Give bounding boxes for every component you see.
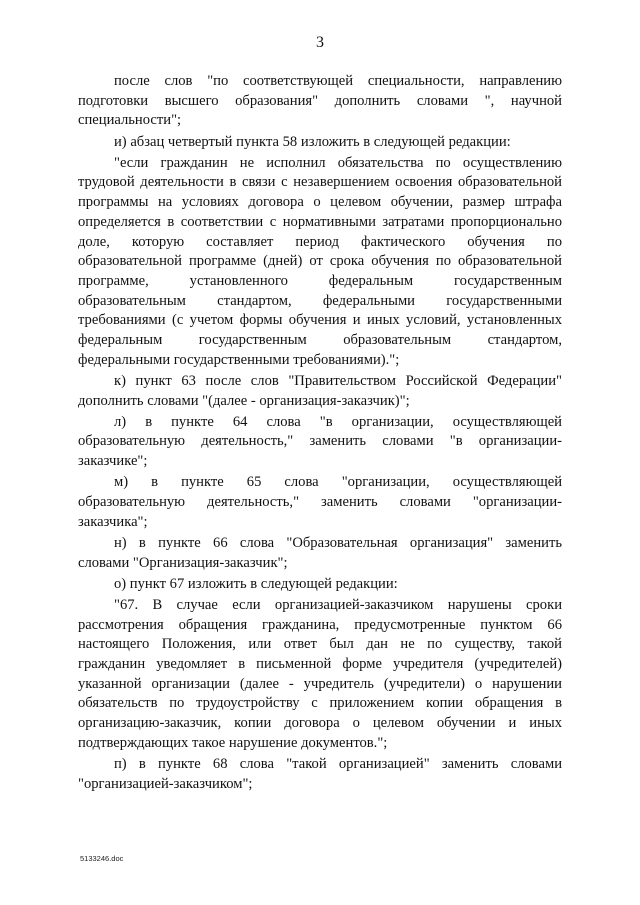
text-line: определяется в соответствии с нормативными затратами пропорционально	[78, 213, 562, 230]
text-line: рассмотрения обращения гражданина, предусмотренные пунктом 66	[78, 616, 562, 633]
text-line: словами "Организация-заказчик";	[78, 554, 288, 571]
paragraph-item-o	[78, 575, 562, 595]
document-file-name: 5133246.doc	[80, 854, 124, 863]
paragraph-item-k	[78, 372, 562, 411]
text-line: и) абзац четвертый пункта 58 изложить в следующей редакции:	[114, 133, 511, 150]
paragraph-after-words	[78, 72, 562, 131]
text-line: трудовой деятельности в связи с незавершением освоения образовательной	[78, 174, 562, 191]
text-line: требованиями (с учетом формы обучения и иных условий, установленных	[78, 312, 562, 329]
text-line: "организацией-заказчиком";	[78, 775, 253, 792]
document-body	[78, 72, 562, 794]
paragraph-quote-58	[78, 154, 562, 371]
text-line: образовательную деятельность," заменить словами "организации-	[78, 493, 562, 510]
text-line: подготовки высшего образования" дополнить словами ", научной	[78, 92, 562, 109]
paragraph-quote-67	[78, 596, 562, 754]
text-line: "67. В случае если организацией-заказчиком нарушены сроки	[114, 596, 562, 613]
text-line: после слов "по соответствующей специальности, направлению	[114, 73, 562, 89]
text-line: федеральными государственными требованиями).";	[78, 351, 400, 368]
page-number: 3	[316, 34, 324, 51]
text-line: л) в пункте 64 слова "в организации, осуществляющей	[114, 413, 562, 430]
text-line: указанной организации (далее - учредитель (учредители) о нарушении	[78, 675, 562, 692]
paragraph-item-p	[78, 755, 562, 794]
text-line: обязательств по трудоустройству с приложением копии обращения в	[78, 695, 562, 712]
text-line: заказчика";	[78, 513, 148, 530]
text-line: н) в пункте 66 слова "Образовательная организация" заменить	[114, 534, 562, 551]
text-line: специальности";	[78, 112, 182, 129]
paragraph-item-i	[78, 133, 562, 153]
text-line: гражданин уведомляет в письменной форме учредителя (учредителей)	[78, 655, 562, 672]
text-line: программе, установленного федеральным государственным	[78, 272, 562, 289]
text-line: настоящего Положения, или ответ был дан не по существу, такой	[78, 636, 562, 653]
text-line: п) в пункте 68 слова "такой организацией" заменить словами	[114, 755, 562, 772]
text-line: дополнить словами "(далее - организация-заказчик)";	[78, 392, 410, 409]
text-line: образовательным стандартом, федеральными государственными	[78, 292, 562, 309]
text-line: м) в пункте 65 слова "организации, осуществляющей	[114, 474, 562, 491]
paragraph-item-n	[78, 534, 562, 573]
text-line: к) пункт 63 после слов "Правительством Российской Федерации"	[114, 372, 562, 389]
text-line: "если гражданин не исполнил обязательства по осуществлению	[114, 154, 562, 171]
text-line: заказчике";	[78, 453, 148, 470]
text-line: федеральным государственным образовательным стандартом,	[78, 331, 562, 348]
text-line: образовательной программе (дней) от срока обучения по образовательной	[78, 253, 562, 270]
text-line: о) пункт 67 изложить в следующей редакции:	[114, 575, 398, 592]
text-line: доле, которую составляет период фактического обучения по	[78, 233, 562, 250]
paragraph-item-l	[78, 413, 562, 472]
text-line: организацию-заказчик, копии договора о целевом обучении и иных	[78, 715, 562, 731]
paragraph-item-m	[78, 473, 562, 532]
text-line: образовательную деятельность," заменить словами "в организации-	[78, 433, 562, 450]
text-line: подтверждающих такое нарушение документов.";	[78, 734, 388, 751]
text-line: программы на условиях договора о целевом обучении, размер штрафа	[78, 194, 562, 211]
